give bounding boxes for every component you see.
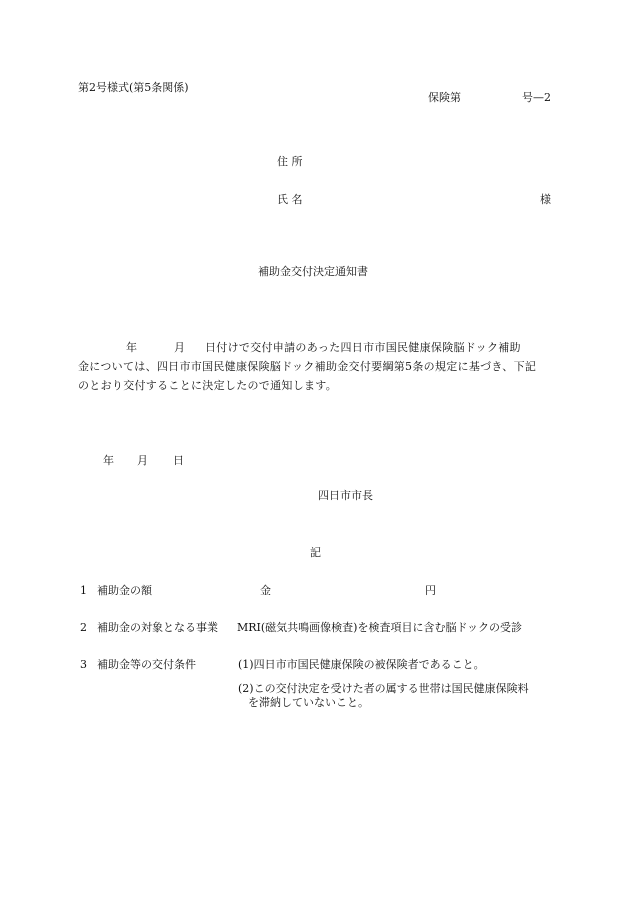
item-2-value: MRI(磁気共鳴画像検査)を検査項目に含む脳ドックの受診 xyxy=(237,621,523,634)
name-label: 氏 名 xyxy=(277,193,303,206)
date-month: 月 xyxy=(137,454,148,467)
body-line-2: 金については、四日市市国民健康保険脳ドック補助金交付要綱第5条の規定に基づき、下記 xyxy=(78,360,537,373)
item-3-condition-1: (1)四日市市国民健康保険の被保険者であること。 xyxy=(238,658,485,671)
item-2-label: 補助金の対象となる事業 xyxy=(97,621,218,634)
ki-heading: 記 xyxy=(310,546,321,559)
item-3-label: 補助金等の交付条件 xyxy=(97,658,196,671)
item-2-number: 2 xyxy=(80,621,87,634)
form-label: 第2号様式(第5条関係) xyxy=(78,81,189,94)
item-1-value-prefix: 金 xyxy=(260,584,271,597)
body-line-3: のとおり交付することに決定したので通知します。 xyxy=(78,379,338,392)
number-suffix: 号—2 xyxy=(522,91,551,104)
document-title: 補助金交付決定通知書 xyxy=(258,265,368,278)
number-prefix: 保険第 xyxy=(428,91,461,104)
issuer: 四日市市長 xyxy=(318,489,373,502)
item-3-condition-2: (2)この交付決定を受けた者の属する世帯は国民健康保険料 xyxy=(238,682,529,695)
honorific: 様 xyxy=(540,193,551,206)
item-3-condition-2-cont: を滞納していないこと。 xyxy=(248,696,369,709)
address-label: 住 所 xyxy=(277,155,303,168)
item-1-value-suffix: 円 xyxy=(425,584,436,597)
item-3-number: 3 xyxy=(80,658,87,671)
body-month: 月 xyxy=(174,341,185,354)
item-1-number: 1 xyxy=(80,584,87,597)
date-year: 年 xyxy=(103,454,114,467)
date-day: 日 xyxy=(173,454,184,467)
body-line-1: 日付けで交付申請のあった四日市市国民健康保険脳ドック補助 xyxy=(205,341,521,354)
item-1-label: 補助金の額 xyxy=(97,584,152,597)
body-year: 年 xyxy=(126,341,137,354)
